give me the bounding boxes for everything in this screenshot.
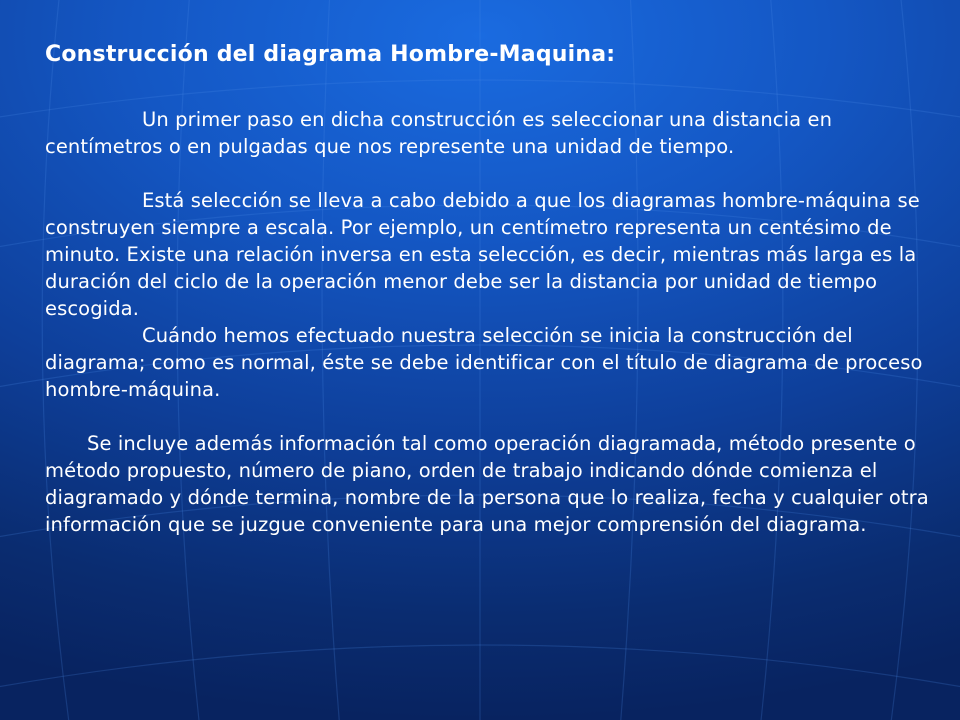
paragraph-2: Está selección se lleva a cabo debido a que los diagramas hombre-máquina se construyen siempre a escala. Por ejemplo, un centímetro representa un centésimo de minuto. Existe una relación inversa en esta selección, es decir, mientras más larga es la duración del ciclo de la operación menor debe ser la distancia por unidad de tiempo escogida. [45,189,920,320]
slide-content [45,40,930,538]
spacer [45,403,930,430]
spacer [45,160,930,187]
paragraph-3: Cuándo hemos efectuado nuestra selección se inicia la construcción del diagrama; como es normal, éste se debe identificar con el título de diagrama de proceso hombre-máquina. [45,324,923,401]
paragraph-1: Un primer paso en dicha construcción es seleccionar una distancia en centímetros o en pulgadas que nos represente una unidad de tiempo. [45,108,833,158]
slide-title: Construcción del diagrama Hombre-Maquina: [45,42,616,67]
paragraph-4: Se incluye además información tal como operación diagramada, método presente o método propuesto, número de piano, orden de trabajo indicando dónde comienza el diagramado y dónde termina, nombre de la persona que lo realiza, fecha y cualquier otra información que se juzgue conveniente para una mejor comprensión del diagrama. [45,432,929,536]
